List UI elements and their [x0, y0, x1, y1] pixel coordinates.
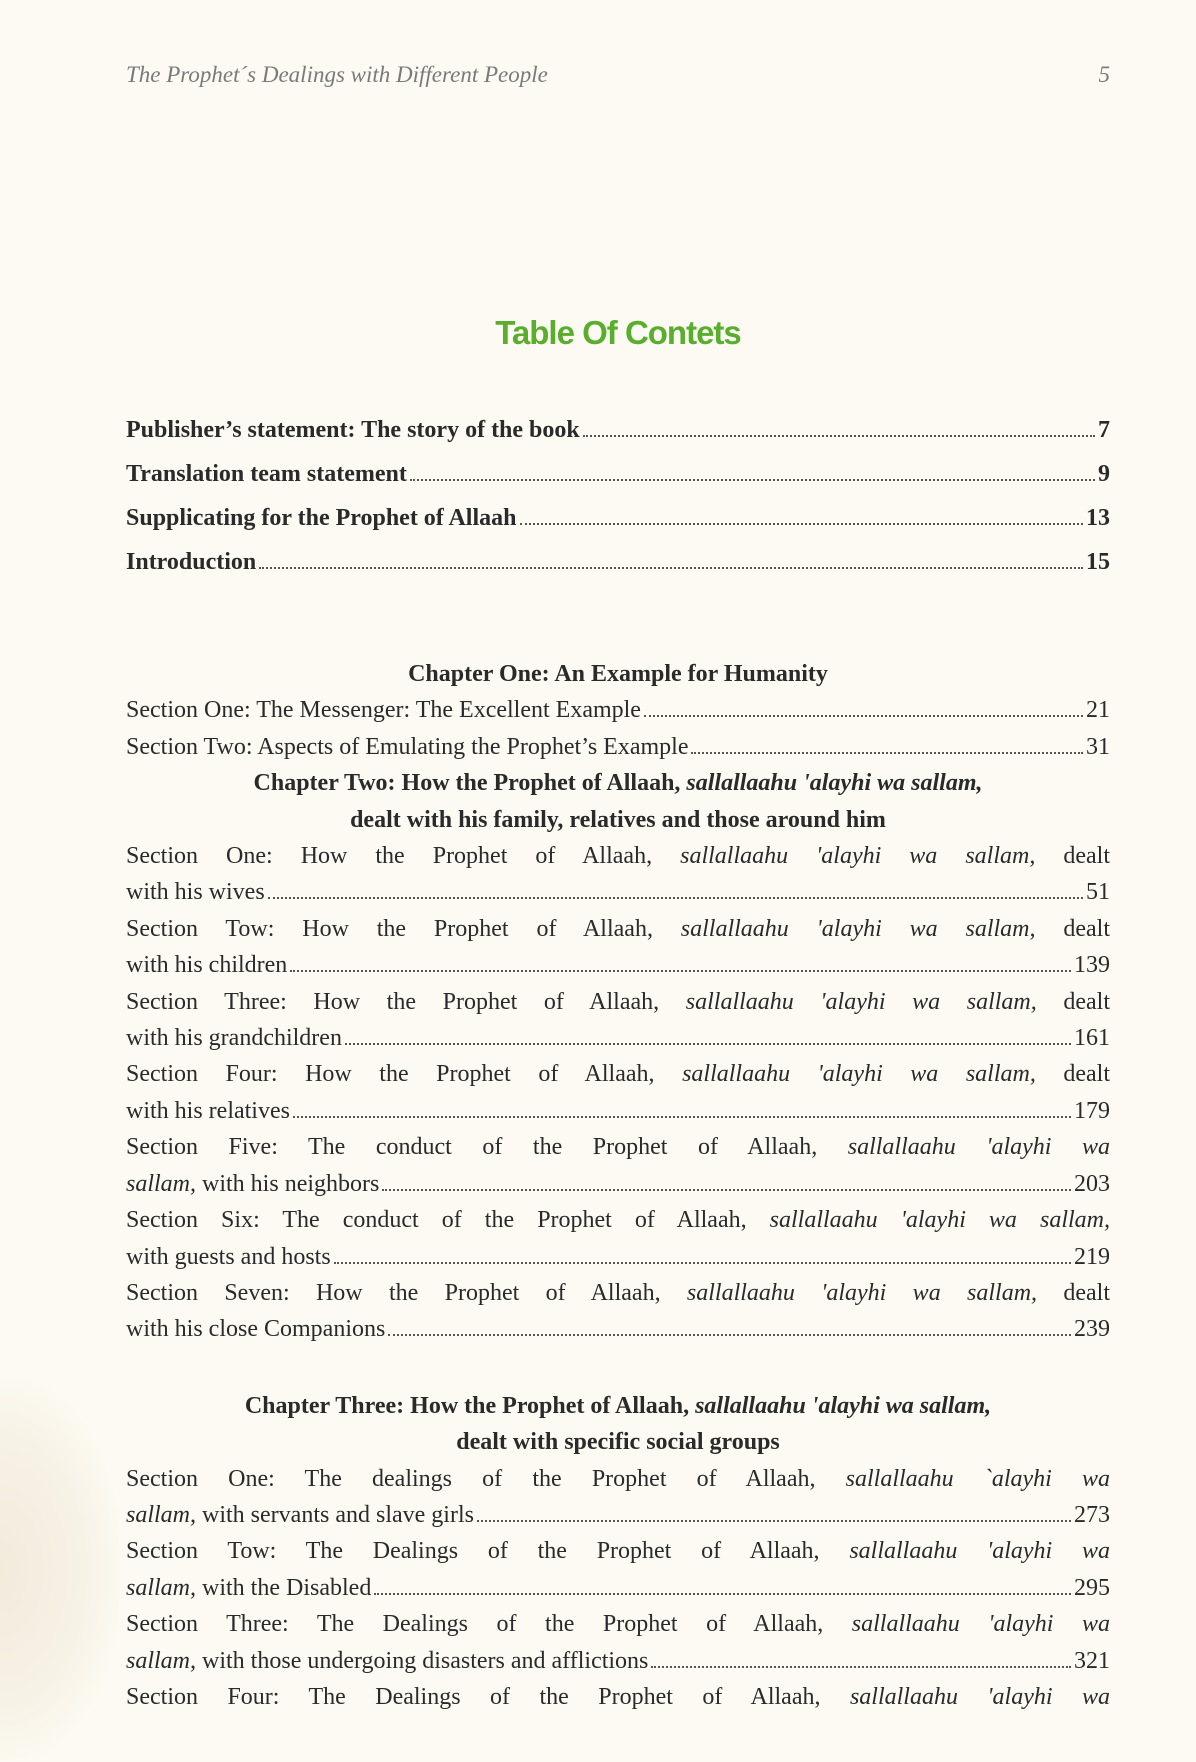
toc-entry[interactable]: Publisher’s statement: The story of the book 7 [126, 417, 1110, 443]
toc-entry[interactable] [126, 1533, 1110, 1606]
chapter-heading-line2: dealt with his family, relatives and those around him [350, 806, 886, 833]
entry-line: Section One: How the Prophet of Allaah, sallallaahu 'alayhi wa sallam, dealt [126, 843, 1111, 870]
toc-entry[interactable]: Translation team statement 9 [126, 461, 1110, 487]
entry-line: Section Three: The Dealings of the Prophet of Allaah, sallallaahu 'alayhi wa [126, 1611, 1111, 1638]
toc-entry[interactable] [126, 1461, 1110, 1534]
page-title: Table Of Contets [495, 314, 741, 351]
dot-leader [293, 1116, 1071, 1118]
entry-line: Section Five: The conduct of the Prophet of Allaah, sallallaahu 'alayhi wa [126, 1134, 1110, 1161]
entry-line: with his wives 51 [126, 879, 1110, 906]
chapter-three-sections [126, 1461, 1110, 1716]
entry-line: Section One: The dealings of the Prophet of Allaah, sallallaahu `alayhi wa [126, 1465, 1110, 1492]
entry-line: with his relatives 179 [126, 1097, 1110, 1124]
dot-leader [345, 1043, 1071, 1045]
toc-entry[interactable] [126, 1679, 1110, 1715]
entry-line: Section Tow: The Dealings of the Prophet of Allaah, sallallaahu 'alayhi wa [126, 1538, 1111, 1565]
dot-leader [410, 479, 1095, 481]
entry-line: Section Six: The conduct of the Prophet of Allaah, sallallaahu 'alayhi wa sallam, [126, 1207, 1110, 1234]
toc-entry[interactable] [126, 1275, 1110, 1348]
running-header [126, 62, 1110, 88]
entry-line: with his close Companions 239 [126, 1316, 1110, 1343]
running-title: The Prophet´s Dealings with Different People [126, 62, 548, 87]
chapters-list [126, 656, 1110, 1715]
entry-line: Section Four: The Dealings of the Prophet of Allaah, sallallaahu 'alayhi wa [126, 1683, 1110, 1710]
dot-leader [691, 752, 1083, 754]
front-matter-list [126, 408, 1110, 584]
chapter-two-sections [126, 838, 1110, 1348]
toc-entry[interactable]: Section One: The Messenger: The Excellent Example 21 [126, 697, 1110, 724]
dot-leader [259, 567, 1083, 569]
dot-leader [374, 1593, 1071, 1595]
toc-entry[interactable]: Section Two: Aspects of Emulating the Prophet’s Example 31 [126, 733, 1110, 760]
entry-line: sallam, with those undergoing disasters and afflictions 321 [126, 1647, 1110, 1674]
dot-leader [651, 1666, 1071, 1668]
toc-entry[interactable] [126, 1606, 1110, 1679]
entry-line: Section Seven: How the Prophet of Allaah, sallallaahu 'alayhi wa sallam, dealt [126, 1279, 1110, 1306]
dot-leader [477, 1520, 1071, 1522]
page-number: 5 [1098, 62, 1110, 87]
toc-entry[interactable] [126, 838, 1110, 911]
toc-entry[interactable] [126, 911, 1110, 984]
page-ornament [0, 1380, 120, 1760]
dot-leader [520, 523, 1084, 525]
entry-line: sallam, with his neighbors 203 [126, 1170, 1110, 1197]
entry-line: Section Three: How the Prophet of Allaah, sallallaahu 'alayhi wa sallam, dealt [126, 988, 1111, 1015]
entry-line: with guests and hosts 219 [126, 1243, 1110, 1270]
entry-line: with his grandchildren 161 [126, 1025, 1110, 1052]
dot-leader [388, 1334, 1071, 1336]
toc-entry[interactable] [126, 1129, 1110, 1202]
toc-entry[interactable]: Supplicating for the Prophet of Allaah 13 [126, 505, 1110, 531]
entry-line: Section Tow: How the Prophet of Allaah, sallallaahu 'alayhi wa sallam, dealt [126, 915, 1111, 942]
dot-leader [382, 1189, 1071, 1191]
entry-line: Section Four: How the Prophet of Allaah, sallallaahu 'alayhi wa sallam, dealt [126, 1061, 1111, 1088]
toc-entry[interactable] [126, 984, 1110, 1057]
chapter-heading: Chapter One: An Example for Humanity [408, 661, 828, 687]
chapter-heading: Chapter Two: How the Prophet of Allaah, sallallaahu 'alayhi wa sallam, [253, 770, 983, 797]
dot-leader [334, 1262, 1071, 1264]
toc-entry[interactable] [126, 1202, 1110, 1275]
toc-entry[interactable]: Introduction 15 [126, 549, 1110, 575]
toc-entry[interactable] [126, 1056, 1110, 1129]
entry-line: sallam, with servants and slave girls 273 [126, 1501, 1110, 1528]
dot-leader [583, 435, 1095, 437]
entry-line: sallam, with the Disabled 295 [126, 1574, 1110, 1601]
dot-leader [290, 970, 1071, 972]
spacer [126, 1348, 1110, 1388]
dot-leader [268, 897, 1083, 899]
chapter-heading-line2: dealt with specific social groups [456, 1429, 780, 1456]
entry-line: with his children 139 [126, 952, 1110, 979]
chapter-heading: Chapter Three: How the Prophet of Allaah, sallallaahu 'alayhi wa sallam, [244, 1392, 992, 1419]
dot-leader [644, 715, 1083, 717]
